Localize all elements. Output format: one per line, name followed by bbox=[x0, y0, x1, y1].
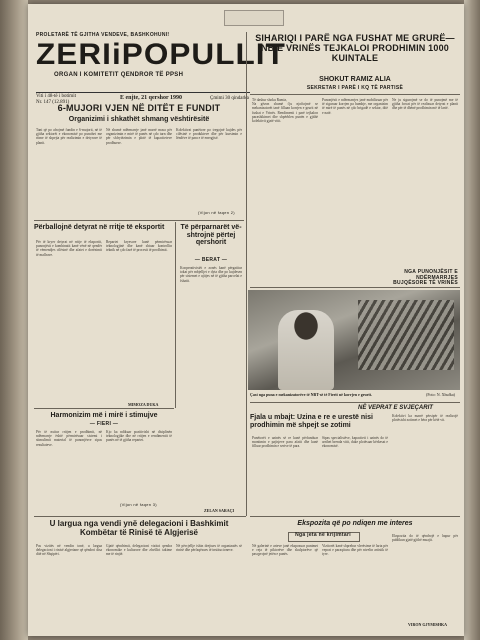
soil-dateline: — BERAT — bbox=[194, 257, 228, 263]
issue-date: E enjte, 21 qershor 1990 bbox=[120, 95, 183, 101]
previous-page-edge bbox=[0, 0, 28, 640]
photo-caption: Çast nga puna e mekanizatorëve të NBT-së të Fierit në korrjen e grurit. bbox=[250, 392, 372, 397]
harmony-dateline: — FIERI — bbox=[89, 421, 119, 427]
lead-left-col-1: Tani që po afrojmë fundin e 6-mujorit, në të gjitha sektorët e ekonomisë po punohet me ritme të shpejta për realizimin e detyrave të planit. bbox=[36, 128, 102, 145]
letter-column-3: Ne ju sigurojmë se do të punojmë me të gjitha forcat për të realizuar detyrat e planit dhe për të dhënë prodhimin më të lartë. bbox=[392, 98, 458, 111]
harmony-continued: (Vijon në faqen 3) bbox=[120, 502, 157, 507]
library-stamp bbox=[224, 10, 284, 26]
letter-signature: NGA PUNONJËSIT E NDËRMARRJES BUJQËSORE TË VRINËS bbox=[393, 269, 458, 286]
soil-body: Kooperativistët e zonës kanë përgatitur tokat për mbjelljet e dyta dhe po kujdesen për sistemet e ujitjes në të gjitha parcelat e fshatit. bbox=[180, 266, 242, 283]
export-column-rule bbox=[175, 222, 176, 408]
photo-combine bbox=[358, 300, 454, 370]
top-right-headline: SIHARIQI I PARË NGA FUSHAT ME GRURË—NB E VRINËS TEJKALOI PRODHIMIN 1000 KUINTALE bbox=[255, 33, 455, 63]
expo-col-1: Në galerinë e arteve janë ekspozuar punimet e reja të piktorëve dhe skulptorëve që pasqyrojnë jetën e punës. bbox=[252, 544, 318, 557]
issue-number: Nr. 147 (12.891) bbox=[36, 100, 70, 105]
harvest-photo bbox=[248, 290, 460, 390]
expo-author: VIRON GJYMISHKA bbox=[408, 622, 448, 627]
lead-left-headline: 6-MUJORI VJEN NË DITËT E FUNDIT bbox=[57, 103, 221, 113]
lead-left-col-3: Kolektivat punëtore po tregojnë kujdes për cilësinë e produkteve dhe për kursimin e lëndëve të para e të energjisë. bbox=[176, 128, 242, 141]
photo-bottom-rule bbox=[250, 402, 460, 403]
masthead-title: ZERIiPOPULLIT bbox=[36, 38, 286, 71]
masthead-subtitle: ORGAN I KOMITETIT QENDROR TË PPSH bbox=[54, 72, 184, 78]
expo-subtitle: Nga jeta në krijimtari bbox=[295, 532, 351, 538]
export-author: MIMOZA DUKA bbox=[128, 402, 159, 407]
export-col-2: Repartet kryesore kanë përmirësuar teknologjinë dhe kanë shtuar kontrollin teknik në çdo fazë të procesit të prodhimit. bbox=[106, 240, 172, 253]
swiss-headline: Fjala u mbajt: Uzina e re e urestë nisi prodhimin më shpejt se zotimi bbox=[250, 414, 373, 429]
export-headline: Përballojnë detyrat në rritje të eksportit bbox=[34, 224, 165, 231]
swiss-col-3: Kolektivi ka marrë përsipër të realizojë plotësisht zotimet e bëra për këtë vit. bbox=[392, 414, 458, 423]
top-right-rule bbox=[250, 94, 460, 95]
delegation-col-3: Në përcjellje ishin drejtues të organizatës së rinisë dhe përfaqësues të institucioneve. bbox=[176, 544, 242, 553]
export-col-1: Për të kryer detyrat në rritje të eksportit, punonjësit e kombinatit kanë vënë në qendër të vëmendjes cilësinë dhe afatet e dorëzimit të mallrave. bbox=[36, 240, 102, 257]
photo-worker bbox=[278, 310, 334, 390]
letter-column-2: Punonjësit e ndërmarrjes janë mobilizuar për të siguruar korrjen pa humbje, me organizim të mirë të punës në çdo brigadë e sektor, ditë e natë. bbox=[322, 98, 388, 115]
top-right-byline-sub: SEKRETAR I PARË I KQ TË PARTISË bbox=[306, 85, 404, 91]
delegation-col-1: Pas vizitës në vendin tonë, u largua delegacioni i rinisë algjeriane që qëndroi disa ditë në Shqipëri. bbox=[36, 544, 102, 557]
harmony-top-rule bbox=[34, 408, 174, 409]
swiss-col-1: Punëtorët e uzinës së re kanë përfunduar montimin e pajisjeve para afatit dhe kanë filluar prodhimin e serive të para. bbox=[252, 436, 318, 449]
top-right-byline: SHOKUT RAMIZ ALIA bbox=[319, 76, 391, 83]
slogan: PROLETARË TË GJITHA VENDEVE, BASHKOHUNI! bbox=[36, 32, 170, 38]
issue-price: Çmimi 30 qindarka bbox=[210, 96, 249, 101]
binder-edge bbox=[464, 0, 480, 640]
masthead-rule bbox=[36, 92, 250, 93]
delegation-col-2: Gjatë qëndrimit, delegacioni vizitoi qendra ekonomike e kulturore dhe zhvilloi takime me të rinjtë. bbox=[106, 544, 172, 557]
delegation-headline: U largua nga vendi ynë delegacioni i Bashkimit Kombëtar të Rinisë të Algjerisë bbox=[49, 519, 229, 537]
swiss-kicker: NË VEPRAT E SVJEÇARIT bbox=[358, 405, 433, 411]
expo-col-2: Vizitorët kanë shprehur vlerësime të larta për veprat e paraqitura dhe për nivelin artistik të tyre. bbox=[322, 544, 388, 557]
expo-headline: Ekspozita që po ndiqen me interes bbox=[297, 520, 413, 527]
harmony-col-1: Për të nxitur rritjen e prodhimit, në ndërmarrje është përmirësuar sistemi i stimulimit material të punonjësve sipas rezultateve. bbox=[36, 430, 102, 447]
photo-top-rule bbox=[250, 287, 460, 288]
expo-top-rule bbox=[250, 516, 460, 517]
expo-col-3: Ekspozita do të qëndrojë e hapur për publikun gjatë gjithë muajit. bbox=[392, 534, 458, 543]
volume: Viti i 48-të i botimit bbox=[36, 94, 76, 99]
soil-headline: Të përparnarët vë-shtrojnë përtej qershorit bbox=[180, 224, 242, 247]
harmony-author: ZELAN SARAÇI bbox=[204, 508, 235, 513]
lead-left-rule bbox=[34, 220, 244, 221]
harmony-headline: Harmonizim më i mirë i stimujve bbox=[50, 412, 158, 419]
delegation-top-rule bbox=[34, 516, 246, 517]
swiss-col-2: Sipas specialistëve, kapaciteti i uzinës do të arrihet brenda vitit, duke plotësuar kërkesat e ekonomisë. bbox=[322, 436, 388, 449]
lead-left-continued: (Vijon në faqen 2) bbox=[198, 210, 235, 215]
harmony-col-2: Kjo ka ndikuar pozitivisht në disiplinën teknologjike dhe në rritjen e rendimentit të punës në të gjitha repartet. bbox=[106, 430, 172, 443]
photo-credit: (Foto: N. Xhufka) bbox=[426, 392, 455, 397]
center-column-rule bbox=[246, 32, 247, 516]
lead-left-subtitle: Organizimi i shkathët shmang vështirësitë bbox=[68, 116, 210, 123]
letter-column-1: Të dashur shoku Ramiz, Na gëzon shumë t'ju njoftojmë se mekanizatorët tanë filluan korrjen e grurit në fushat e Vrinës. Rendimenti i parë tejkalon parashikimet dhe shpërblen punën e gjithë kolektivit gjatë vitit. bbox=[252, 98, 318, 124]
lead-left-col-2: Në shumë ndërmarrje janë marrë masa për organizimin e mirë të punës në çdo turn dhe për shfrytëzimin e plotë të kapaciteteve prodhuese. bbox=[106, 128, 172, 145]
newspaper-page bbox=[28, 4, 464, 636]
